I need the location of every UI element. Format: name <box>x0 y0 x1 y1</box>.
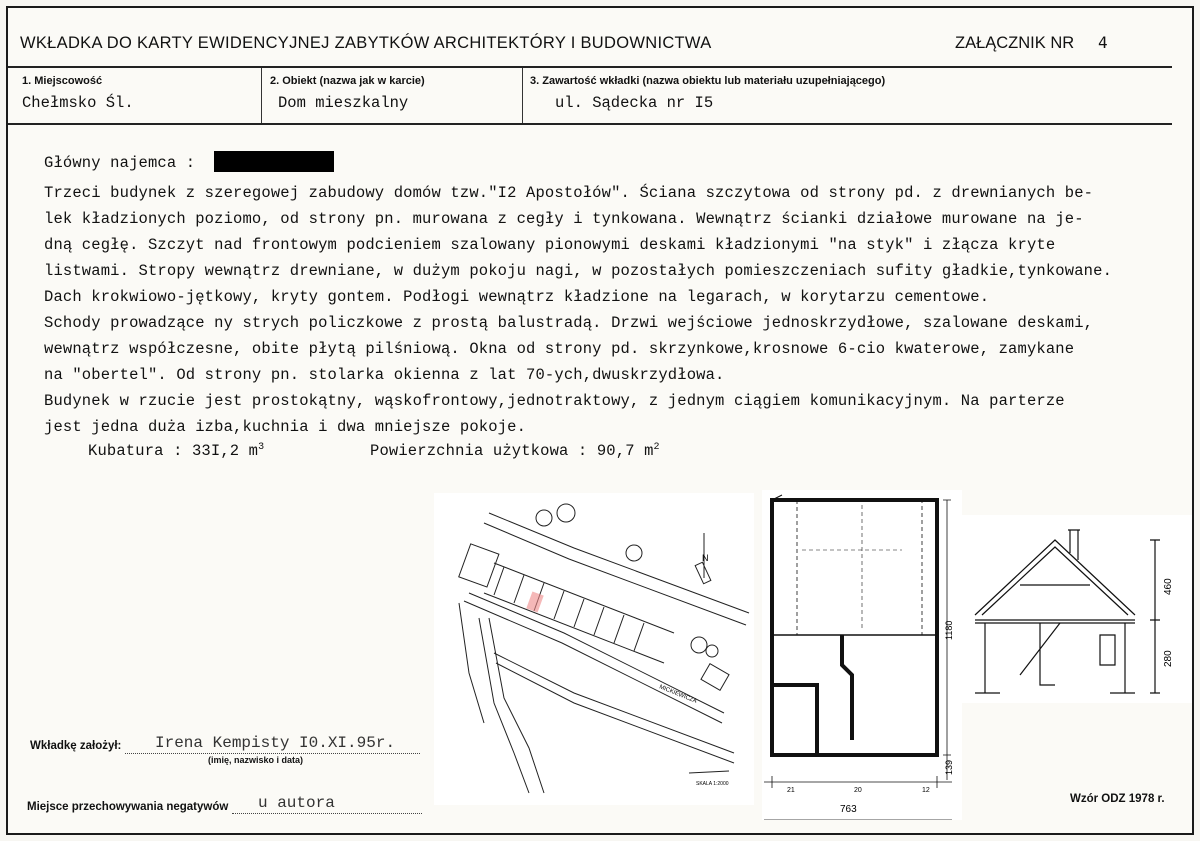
floor-plan-drawing <box>762 490 962 820</box>
description-line: listwami. Stropy wewnątrz drewniane, w dużym pokoju nagi, w pozostałych pomieszczeniach sufity gładkie,tynkowane. <box>44 262 1113 280</box>
plan-height-dimension: 1180 <box>944 620 954 640</box>
locality-value: Chełmsko Śl. <box>22 94 134 112</box>
negatives-dotted-line <box>232 813 422 814</box>
content-value: ul. Sądecka nr I5 <box>555 94 714 112</box>
area-line <box>370 442 660 460</box>
volume-unit-sup: 3 <box>258 442 265 453</box>
section-upper-dimension: 460 <box>1163 578 1174 595</box>
map-scale: SKALA 1:2000 <box>696 781 729 787</box>
negatives-label: Miejsce przechowywania negatywów <box>27 801 229 813</box>
attachment-label: ZAŁĄCZNIK NR <box>955 34 1075 52</box>
redaction-bar <box>214 151 334 172</box>
site-map-drawing <box>434 493 754 805</box>
plan-width-dimension: 763 <box>840 804 857 815</box>
plan-dimension-c: 12 <box>922 787 930 794</box>
founded-value: Irena Kempisty I0.XI.95r. <box>155 734 396 752</box>
area-unit-sup: 2 <box>653 442 660 453</box>
fields-divider <box>8 123 1172 125</box>
description-line: Trzeci budynek z szeregowej zabudowy domów tzw."I2 Apostołów". Ściana szczytowa od strony pd. z drewnianych be- <box>44 184 1094 202</box>
section-lower-dimension: 280 <box>1163 650 1174 667</box>
description-line: dną cegłę. Szczyt nad frontowym podcieniem szalowany pionowymi deskami kładzionymi "na styk" i złącza kryte <box>44 236 1056 254</box>
negatives-value: u autora <box>258 794 335 812</box>
highlighted-parcel <box>526 591 543 612</box>
area-label: Powierzchnia użytkowa : 90,7 m <box>370 442 654 461</box>
plan-dimension-a: 21 <box>787 787 795 794</box>
north-arrow-label: N <box>702 553 709 563</box>
form-title: WKŁADKA DO KARTY EWIDENCYJNEJ ZABYTKÓW ARCHITEKTÓRY I BUDOWNICTWA <box>20 34 712 52</box>
plan-bottom-dimension: 139 <box>944 759 954 775</box>
founded-label: Wkładkę założył: <box>30 740 122 752</box>
description-line: Schody prowadzące ny strych policzkowe z prostą balustradą. Drzwi wejściowe jednoskrzydłowe, szalowane deskami, <box>44 314 1094 332</box>
volume-label: Kubatura : 33I,2 m <box>88 442 259 461</box>
street-name: MICKIEWICZA <box>658 684 698 705</box>
cross-section-drawing <box>960 515 1192 703</box>
content-label: 3. Zawartość wkładki (nazwa obiektu lub materiału uzupełniającego) <box>530 75 886 87</box>
attachment-number: 4 <box>1098 33 1108 52</box>
description-line: Budynek w rzucie jest prostokątny, wąskofrontowy,jednotraktowy, z jednym ciągiem komunikacyjnym. Na parterze <box>44 392 1065 410</box>
description-line: na "obertel". Od strony pn. stolarka okienna z lat 70-ych,dwuskrzydłowa. <box>44 366 725 384</box>
field-separator <box>261 68 262 123</box>
cross-section-svg <box>960 515 1192 703</box>
description-line: lek kładzionych poziomo, od strony pn. murowana z cegły i tynkowana. Wewnątrz ścianki działowe murowane na je- <box>44 210 1084 228</box>
volume-line <box>88 442 264 460</box>
object-label: 2. Obiekt (nazwa jak w karcie) <box>270 75 425 87</box>
description-line: jest jedna duża izba,kuchnia i dwa mniejsze pokoje. <box>44 418 527 436</box>
floor-plan-svg <box>762 490 962 820</box>
header-divider <box>8 66 1172 68</box>
plan-dimension-b: 20 <box>854 787 862 794</box>
description-line: wewnątrz współczesne, obite płytą pilśniową. Okna od strony pd. skrzynkowe,krosnowe 6-cio kwaterowe, zamykane <box>44 340 1075 358</box>
tenant-label: Główny najemca : <box>44 154 196 172</box>
founded-dotted-line <box>125 753 420 754</box>
locality-label: 1. Miejscowość <box>22 75 103 87</box>
site-map-svg <box>434 493 754 805</box>
founded-caption: (imię, nazwisko i data) <box>208 755 304 765</box>
object-value: Dom mieszkalny <box>278 94 409 112</box>
description-line: Dach krokwiowo-jętkowy, kryty gontem. Podłogi wewnątrz kładzione na legarach, w korytarzu cementowe. <box>44 288 990 306</box>
form-code: Wzór ODZ 1978 r. <box>1070 793 1165 805</box>
field-separator <box>522 68 523 123</box>
